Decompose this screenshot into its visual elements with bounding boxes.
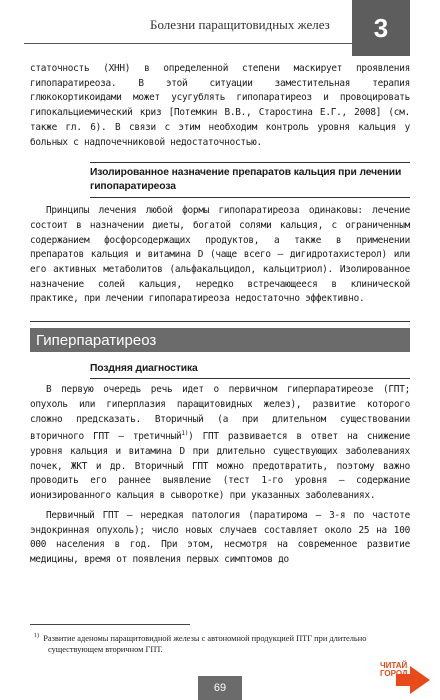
footnote-reference: 1) (181, 430, 189, 438)
subheading-late-diagnosis: Поздняя диагностика (90, 363, 198, 375)
subheading-late-diagnosis-rule (90, 378, 410, 379)
footnote-area (30, 624, 410, 655)
paragraph-4: Первичный ГПТ — нередкая патология (паратирома — 3-я по частоте эндокринная опухоль); число новых случаев составляет около 25 на 100 000 населения в год. При этом, несмотря на современное развитие медицины, время от появления первых симптомов до (30, 509, 410, 565)
footnote-divider (30, 624, 190, 625)
logo-text: ЧИТАЙ ГОРОД (380, 661, 408, 678)
page-number: 69 (198, 676, 242, 700)
header-divider (24, 43, 354, 44)
chapter-number-badge: 3 (352, 0, 410, 56)
footnote-text: Развитие аденомы паращитовидной железы с автономной продукцией ПТГ при длительно существующем вторичном ГПТ. (43, 633, 367, 654)
paragraph-2: Принципы лечения любой формы гипопаратиреоза одинаковы: лечение состоит в назначении диеты, богатой солями кальция, с ограниченным содержанием фосфорсодержащих продуктов, а также в применении препаратов кальция и витамина D (чаще всего — дигидротахистерол) или его активных метаболитов (альфакальцидол, кальцитриол). Изолированное назначение солей кальция, нередко встречающееся в клинической практике, при лечении гипопаратиреоза недостаточно эффективно. (30, 205, 410, 305)
footnote-marker: 1) (34, 633, 39, 639)
page-body (30, 62, 410, 568)
subheading-bottom-rule (90, 197, 410, 198)
paragraph-3-part-b: ) ГПТ развивается в ответ на снижение уровня кальция и витамина D при длительно существующих заболеваниях почек, ЖКТ и др. Вторичный ГПТ можно предотвратить, поэтому важно проводить его раннее выявление (тест 1-го уровня — содержание ионизированного кальция в сыворотке) при указанных заболеваниях. (30, 431, 410, 502)
paragraph-3 (30, 383, 410, 504)
running-header-title: Болезни паращитовидных желез (150, 17, 330, 32)
paragraph-1: статочность (ХНН) в определенной степени маскирует проявления гипопаратиреоза. В этой ситуации заместительная терапия глюкокортикоидами может усугублять гипопаратиреоз и провоцировать гипокальциемический криз [Потемкин В.В., Старостина Е.Г., 2008] (см. также гл. 6). В связи с этим необходим контроль уровня кальция у больных с надпочечниковой недостаточностью. (30, 63, 410, 148)
running-header (0, 0, 440, 46)
section-divider (30, 321, 410, 322)
paragraph-3-part-a: В первую очередь речь идет о первичном гиперпаратиреозе (ГПТ; опухоль или гиперплазия паращитовидных желез), развитие которого сложно предсказать. Вторичный (а при длительном существовании вторичного ГПТ — третичный (30, 384, 410, 443)
logo-arrow-icon (380, 660, 434, 700)
footnote-1 (30, 631, 410, 655)
section-heading-hyperparathyroidism: Гиперпаратиреоз (30, 328, 410, 352)
publisher-logo (380, 660, 434, 700)
subheading-calcium: Изолированное назначение препаратов кальция при лечении гипопаратиреоза (90, 167, 402, 193)
